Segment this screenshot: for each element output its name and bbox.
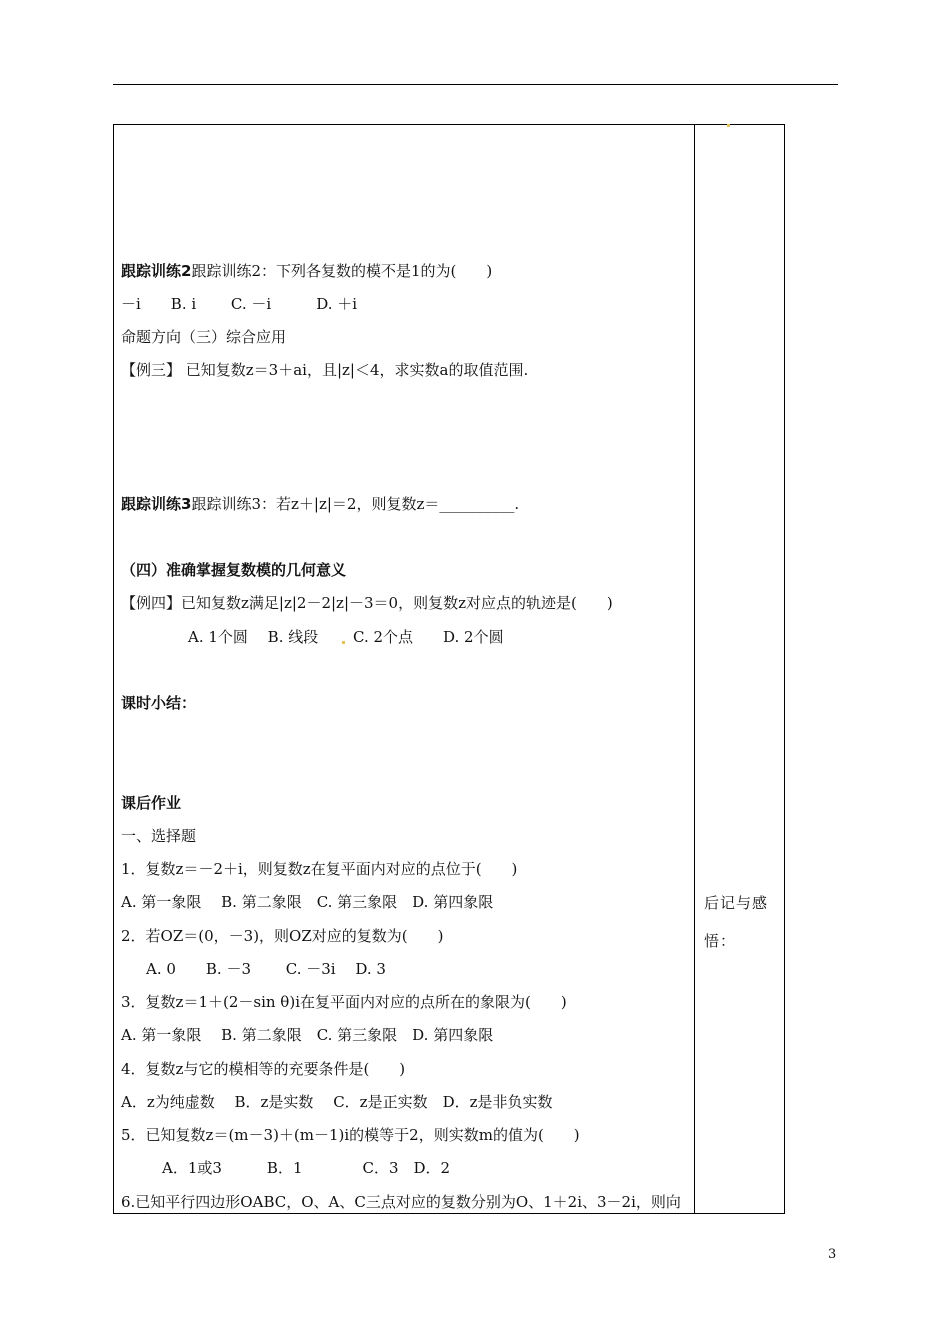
question-2-options: A. 0 B. －3 C. －3i D. 3 (146, 960, 386, 978)
question-4-options: A．z为纯虚数 B．z是实数 C．z是正实数 D．z是非负实数 (121, 1093, 553, 1111)
question-3: 3．复数z＝1＋(2－sin θ)i在复平面内对应的点所在的象限为( ) (121, 993, 567, 1011)
sidebar-notes-line-1: 后记与感 (704, 894, 769, 912)
question-1: 1．复数z＝－2＋i，则复数z在复平面内对应的点位于( ) (121, 860, 518, 878)
choice-section-heading: 一、选择题 (121, 827, 197, 845)
question-2: 2．若OZ＝(0，－3)，则OZ对应的复数为( ) (121, 927, 444, 945)
page-number: 3 (828, 1247, 837, 1262)
column-divider (694, 124, 695, 1214)
question-5: 5．已知复数z＝(m－3)＋(m－1)i的模等于2，则实数m的值为( ) (121, 1126, 580, 1144)
exercise-3-label: 跟踪训练3 (121, 495, 192, 513)
question-5-options: A．1或3 B．1 C．3 D．2 (162, 1159, 451, 1177)
exercise-2-label: 跟踪训练2 (121, 262, 192, 280)
question-4: 4．复数z与它的模相等的充要条件是( ) (121, 1060, 406, 1078)
section-3-heading: 命题方向（三）综合应用 (121, 328, 287, 346)
section-4-heading: （四）准确掌握复数模的几何意义 (121, 561, 347, 579)
question-3-options: A. 第一象限 B. 第二象限 C. 第三象限 D. 第四象限 (121, 1026, 494, 1044)
example-3: 【例三】 已知复数z＝3＋ai，且|z|＜4，求实数a的取值范围. (121, 361, 529, 379)
homework-heading: 课后作业 (121, 794, 182, 812)
question-6: 6.已知平行四边形OABC，O、A、C三点对应的复数分别为O、1＋2i、3－2i，则向 (121, 1193, 681, 1211)
exercise-3-text: 跟踪训练3：若z＋|z|＝2，则复数z＝__________. (191, 495, 520, 513)
exercise-3 (121, 494, 519, 514)
header-rule (113, 84, 838, 85)
lesson-summary-heading: 课时小结： (121, 694, 197, 712)
table-frame (113, 124, 785, 1214)
example-4-options: A. 1个圆 B. 线段 C. 2个点 D. 2个圆 (188, 628, 504, 646)
sidebar-notes-line-2: 悟： (704, 932, 737, 950)
stray-mark (727, 124, 730, 127)
question-1-options: A. 第一象限 B. 第二象限 C. 第三象限 D. 第四象限 (121, 893, 494, 911)
example-4: 【例四】已知复数z满足|z|2－2|z|－3＝0，则复数z对应点的轨迹是( ) (121, 594, 613, 612)
exercise-2-options: －i B. i C. －i D. ＋i (121, 295, 358, 313)
exercise-2-text: 跟踪训练2：下列各复数的模不是1的为( ) (191, 262, 493, 280)
exercise-2 (121, 261, 492, 281)
